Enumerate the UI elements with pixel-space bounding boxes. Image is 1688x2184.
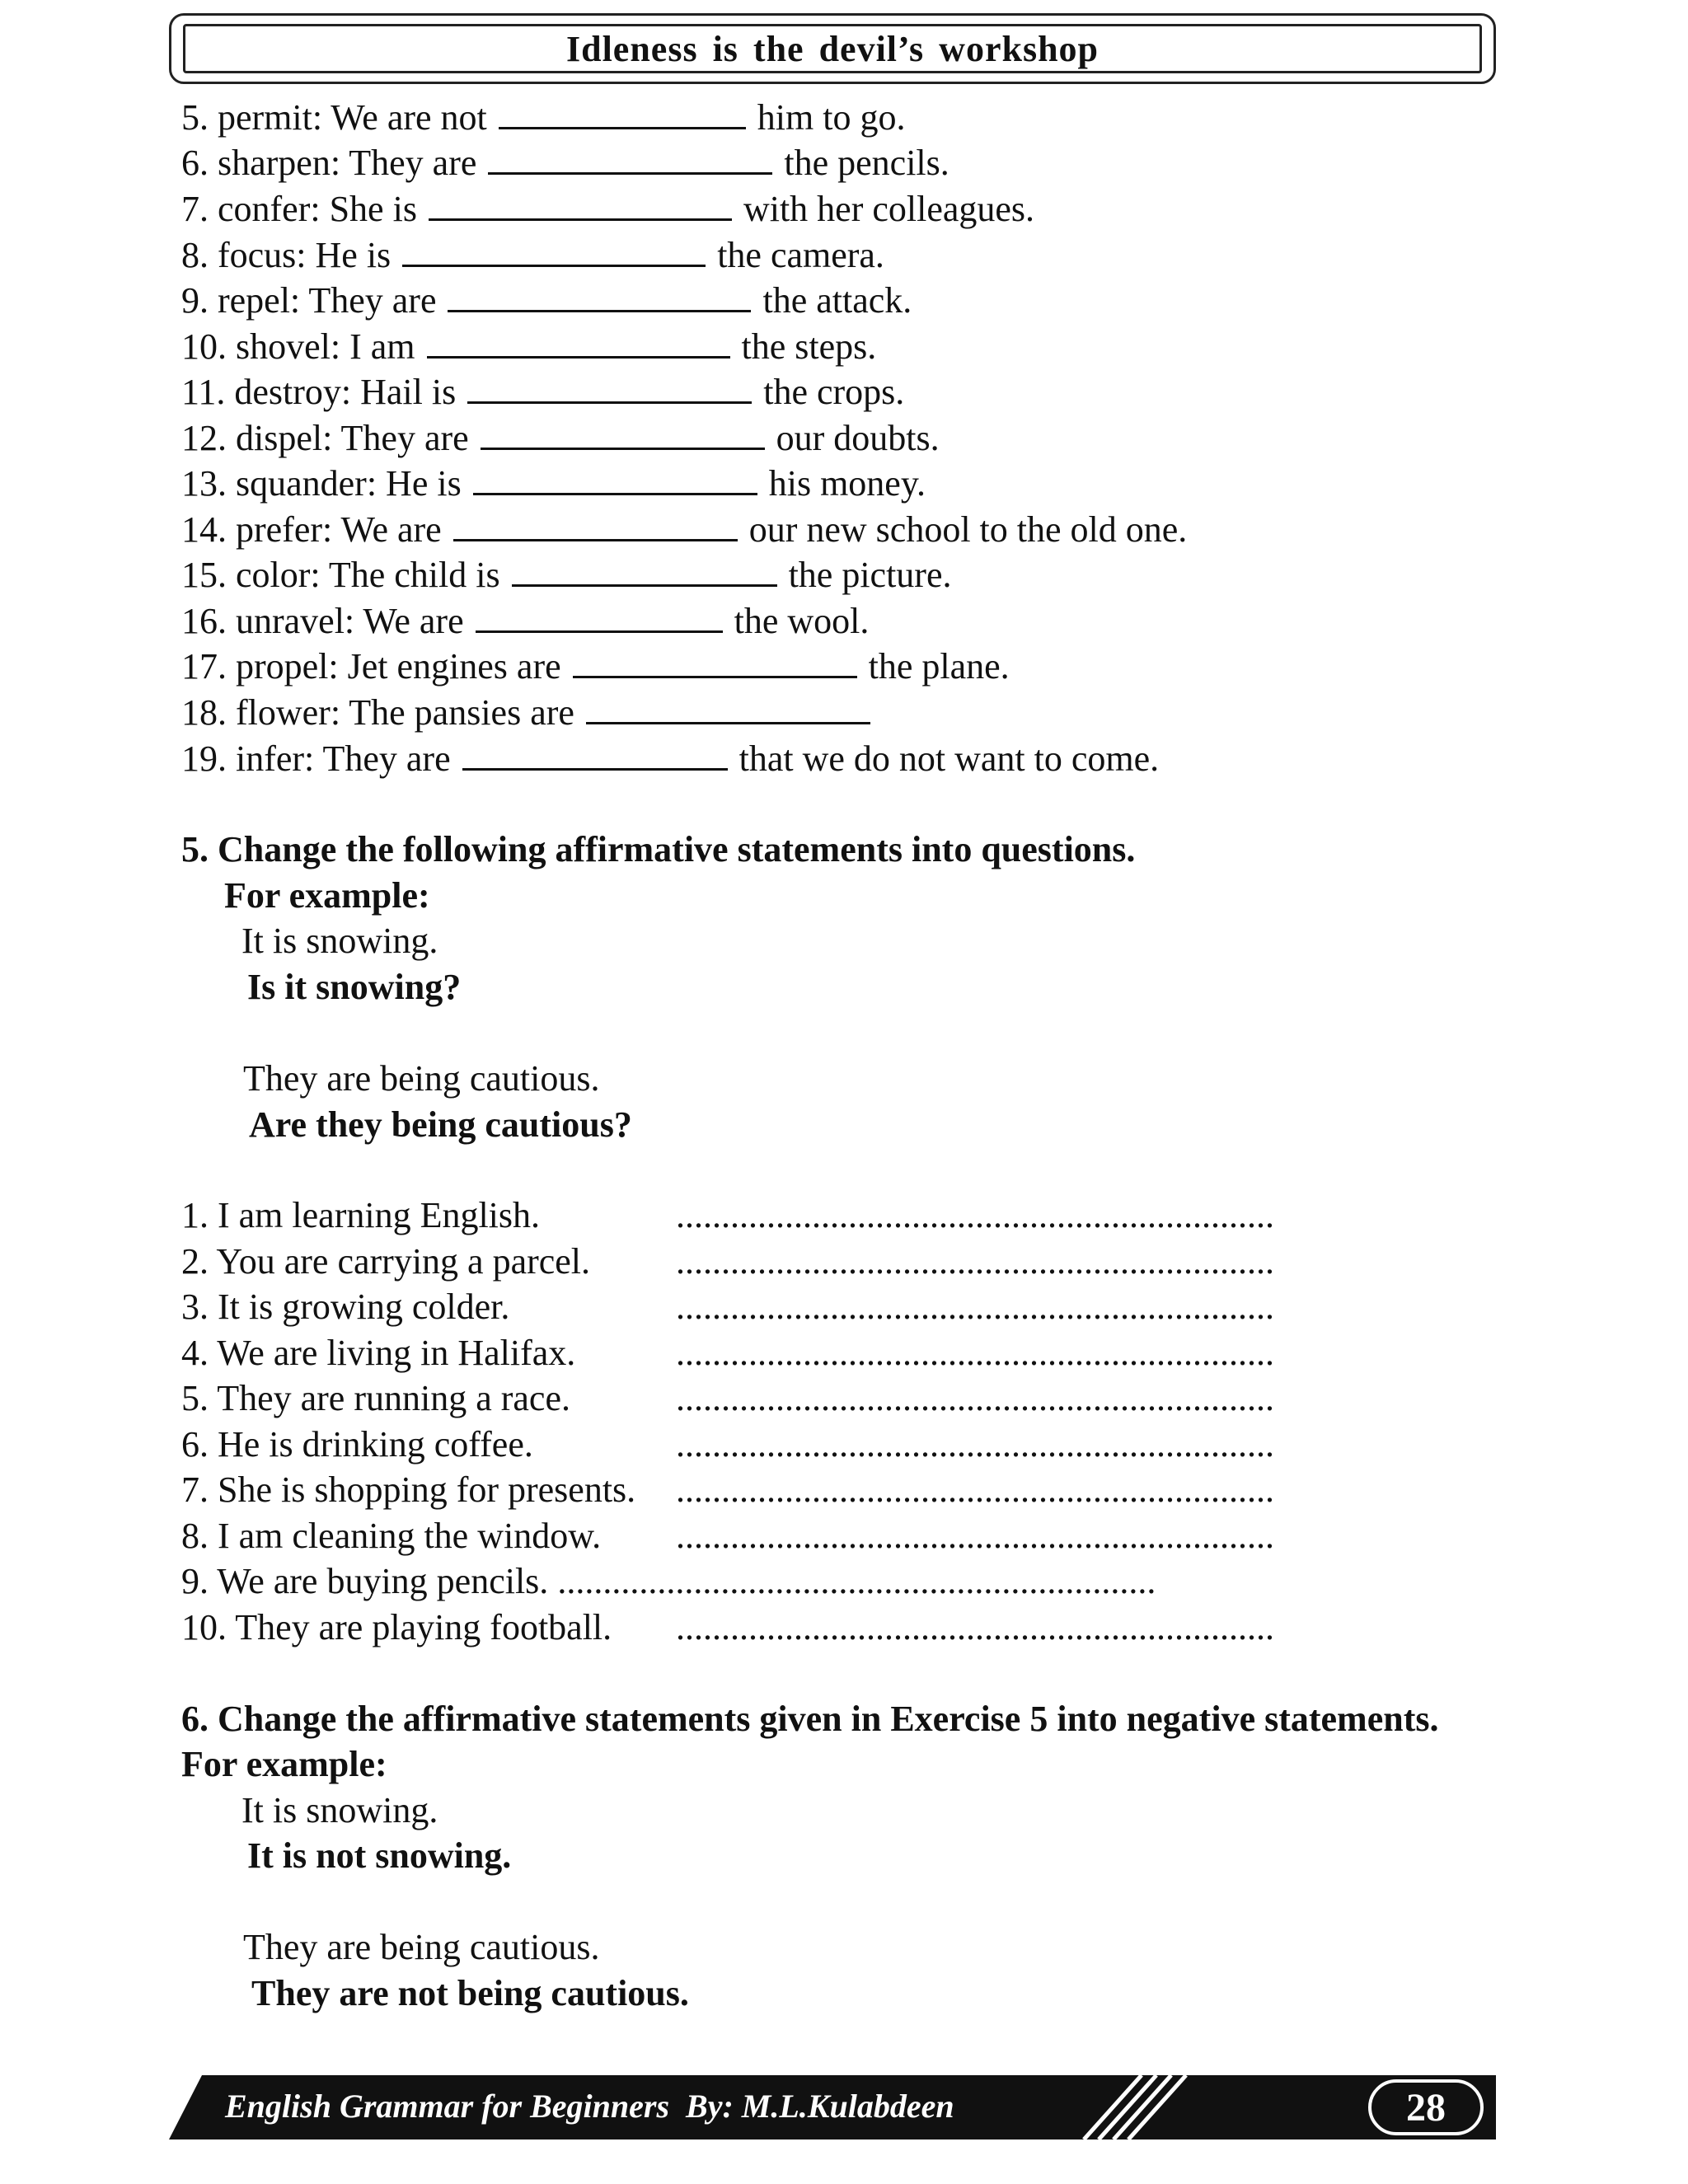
item-statement: 4. We are living in Halifax. (181, 1333, 576, 1373)
exercise5-item (181, 1424, 1274, 1465)
item-statement: 9. We are buying pencils. (181, 1561, 549, 1601)
item-continuation: the steps. (741, 326, 877, 367)
item-continuation: the picture. (788, 555, 952, 595)
exercise4-item (181, 601, 869, 642)
item-prompt: 11. destroy: Hail is (181, 372, 457, 412)
answer-dotted-line[interactable]: .................................................................. (676, 1286, 1274, 1327)
answer-blank[interactable] (448, 283, 751, 312)
item-continuation: our doubts. (776, 418, 940, 458)
exercise5-heading: 5. Change the following affirmative statements into questions. (181, 829, 1136, 869)
exercise4-item (181, 646, 1010, 687)
item-continuation: him to go. (757, 97, 906, 138)
exercise4-item (181, 372, 904, 413)
item-continuation: that we do not want to come. (738, 738, 1160, 779)
answer-dotted-line[interactable]: .................................................................. (676, 1424, 1274, 1465)
item-statement: 1. I am learning English. (181, 1195, 541, 1235)
answer-blank[interactable] (473, 466, 757, 495)
answer-blank[interactable] (476, 603, 723, 633)
answer-dotted-line[interactable]: .................................................................. (676, 1378, 1274, 1418)
exercise4-item (181, 97, 905, 138)
answer-blank[interactable] (481, 420, 765, 450)
item-prompt: 6. sharpen: They are (181, 143, 477, 183)
answer-blank[interactable] (453, 512, 738, 541)
item-prompt: 15. color: The child is (181, 555, 500, 595)
footer-book-title: English Grammar for Beginners By: M.L.Kulabdeen (225, 2088, 954, 2125)
exercise4-item (181, 189, 1034, 230)
exercise5-item (181, 1378, 1274, 1419)
item-continuation: the attack. (762, 280, 912, 321)
answer-blank[interactable] (427, 329, 730, 359)
item-prompt: 10. shovel: I am (181, 326, 415, 367)
page-header-title: Idleness is the devil’s workshop (183, 24, 1482, 73)
item-statement: 8. I am cleaning the window. (181, 1516, 602, 1556)
item-continuation: the crops. (763, 372, 905, 412)
item-continuation: his money. (768, 463, 926, 504)
page-footer (169, 2075, 1496, 2139)
exercise5-example-statement: It is snowing. (241, 921, 438, 961)
item-prompt: 17. propel: Jet engines are (181, 646, 561, 687)
exercise4-item (181, 692, 882, 733)
exercise4-item (181, 463, 926, 504)
exercise4-item (181, 555, 952, 596)
exercise4-item (181, 418, 940, 459)
exercise5-example-statement: They are being cautious. (243, 1058, 600, 1099)
item-prompt: 8. focus: He is (181, 235, 392, 275)
exercise5-example-label: For example: (224, 875, 430, 916)
exercise4-item (181, 280, 912, 321)
footer-stripes-decoration (1059, 2075, 1191, 2139)
item-continuation: the camera. (717, 235, 884, 275)
exercise4-item (181, 509, 1187, 551)
item-continuation: the plane. (868, 646, 1010, 687)
item-continuation: the pencils. (784, 143, 950, 183)
exercise5-item (181, 1516, 1274, 1557)
exercise5-item (181, 1469, 1274, 1511)
item-statement: 10. They are playing football. (181, 1607, 612, 1647)
item-statement: 7. She is shopping for presents. (181, 1469, 636, 1510)
exercise6-heading: 6. Change the affirmative statements given in Exercise 5 into negative statements. (181, 1699, 1439, 1739)
item-continuation: our new school to the old one. (748, 509, 1188, 550)
item-prompt: 14. prefer: We are (181, 509, 442, 550)
answer-dotted-line[interactable]: .................................................................. (676, 1333, 1274, 1373)
answer-blank[interactable] (462, 741, 728, 771)
item-prompt: 18. flower: The pansies are (181, 692, 574, 733)
answer-blank[interactable] (467, 374, 752, 404)
answer-dotted-line[interactable]: .................................................................. (557, 1561, 1156, 1601)
exercise5-item (181, 1607, 1274, 1648)
item-prompt: 9. repel: They are (181, 280, 437, 321)
item-prompt: 5. permit: We are not (181, 97, 487, 138)
item-prompt: 13. squander: He is (181, 463, 462, 504)
item-statement: 5. They are running a race. (181, 1378, 570, 1418)
exercise6-example-statement: They are being cautious. (243, 1927, 600, 1967)
answer-blank[interactable] (499, 100, 746, 129)
item-continuation: the wool. (734, 601, 870, 641)
exercise5-item (181, 1286, 1274, 1328)
answer-blank[interactable] (429, 191, 732, 221)
exercise4-item (181, 326, 876, 368)
item-statement: 2. You are carrying a parcel. (181, 1241, 591, 1282)
exercise5-item (181, 1241, 1274, 1282)
exercise4-item (181, 235, 884, 276)
item-statement: 3. It is growing colder. (181, 1286, 510, 1327)
item-prompt: 16. unravel: We are (181, 601, 464, 641)
exercise5-example-answer: Are they being cautious? (249, 1104, 632, 1145)
answer-blank[interactable] (512, 557, 777, 587)
item-prompt: 19. infer: They are (181, 738, 451, 779)
answer-dotted-line[interactable]: .................................................................. (676, 1607, 1274, 1647)
exercise5-item (181, 1333, 1274, 1374)
exercise5-item (181, 1561, 1156, 1602)
answer-dotted-line[interactable]: .................................................................. (676, 1516, 1274, 1556)
item-continuation: with her colleagues. (743, 189, 1035, 229)
item-prompt: 7. confer: She is (181, 189, 417, 229)
answer-dotted-line[interactable]: .................................................................. (676, 1469, 1274, 1510)
exercise4-item (181, 738, 1159, 780)
answer-blank[interactable] (573, 649, 857, 678)
answer-blank[interactable] (402, 237, 706, 267)
answer-dotted-line[interactable]: .................................................................. (676, 1241, 1274, 1282)
answer-blank[interactable] (586, 695, 870, 724)
page-header-frame (169, 13, 1496, 84)
exercise5-item (181, 1195, 1274, 1236)
exercise4-item (181, 143, 950, 184)
item-prompt: 12. dispel: They are (181, 418, 469, 458)
exercise5-example-answer: Is it snowing? (247, 967, 462, 1007)
page-number: 28 (1368, 2079, 1484, 2135)
answer-dotted-line[interactable]: .................................................................. (676, 1195, 1274, 1235)
item-statement: 6. He is drinking coffee. (181, 1424, 533, 1465)
exercise6-example-label: For example: (181, 1744, 387, 1784)
exercise6-example-statement: It is snowing. (241, 1790, 438, 1830)
exercise6-example-answer: It is not snowing. (247, 1835, 512, 1876)
exercise6-example-answer: They are not being cautious. (251, 1973, 689, 2013)
answer-blank[interactable] (488, 145, 772, 175)
